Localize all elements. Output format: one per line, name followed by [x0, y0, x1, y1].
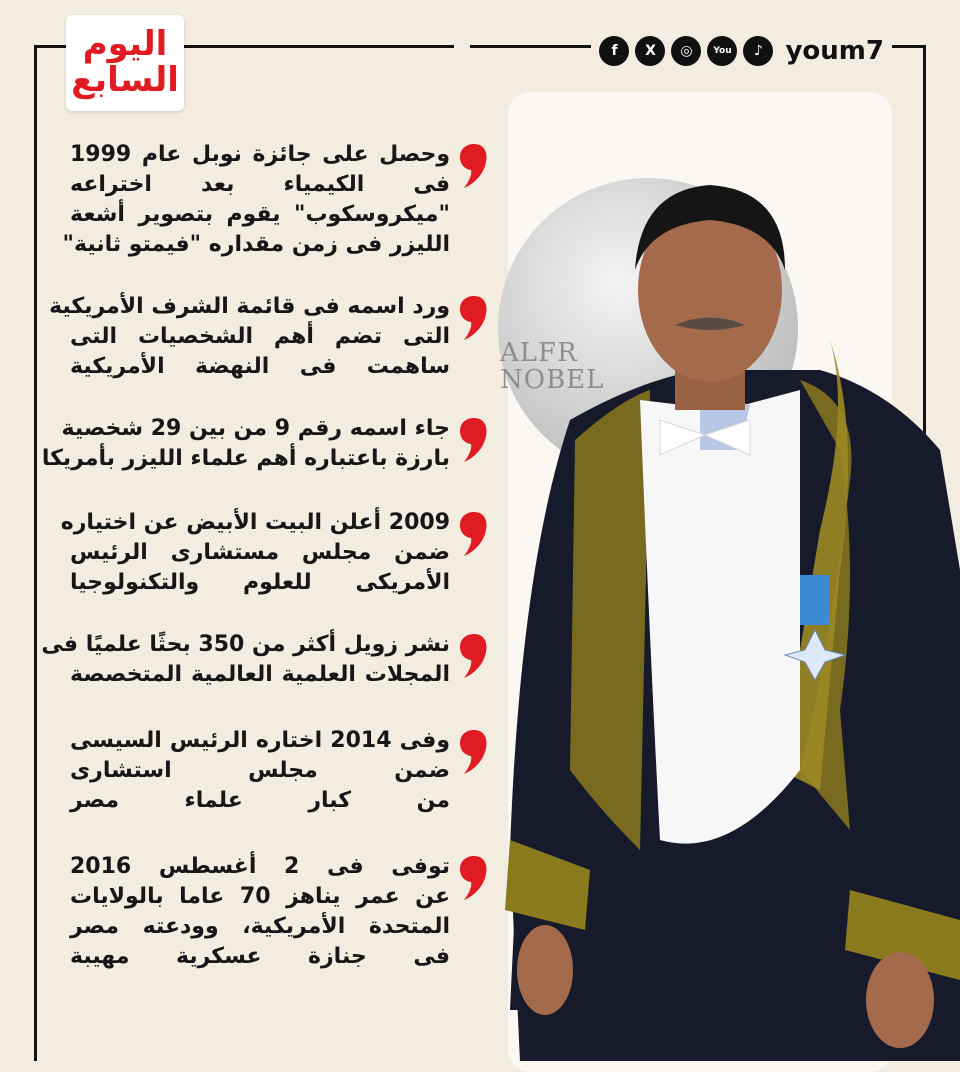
fact-item	[70, 852, 490, 972]
fact-line: فى جنازة عسكرية مهيبة	[70, 944, 450, 969]
frame-left-line	[34, 45, 37, 1061]
embroidery-left	[570, 390, 650, 850]
red-comma-icon	[458, 414, 490, 466]
fact-line: بارزة باعتباره أهم علماء الليزر بأمريكا	[41, 446, 450, 471]
fact-text	[70, 852, 450, 972]
facebook-icon[interactable]: f	[599, 36, 629, 66]
x-icon[interactable]: X	[635, 36, 665, 66]
fact-line: وفى 2014 اختاره الرئيس السيسى	[70, 728, 450, 753]
fact-item	[41, 630, 490, 690]
fact-line: 2009 أعلن البيت الأبيض عن اختياره	[60, 510, 450, 535]
white-vest	[640, 390, 800, 844]
fact-text	[70, 726, 450, 816]
fact-line: توفى فى 2 أغسطس 2016	[70, 854, 450, 879]
logo-line-1: اليوم	[82, 24, 168, 65]
fact-line: وحصل على جائزة نوبل عام 1999	[70, 142, 450, 167]
fact-item	[62, 140, 490, 260]
red-comma-icon	[458, 292, 490, 344]
fact-line: "ميكروسكوب" يقوم بتصوير أشعة	[70, 202, 450, 227]
portrait-image	[500, 150, 960, 1061]
fact-line: ساهمت فى النهضة الأمريكية	[70, 354, 450, 379]
youm7-logo[interactable]	[66, 15, 184, 111]
fact-item	[60, 508, 490, 598]
fact-text	[41, 414, 450, 474]
instagram-icon[interactable]: ◎	[671, 36, 701, 66]
fact-line: من كبار علماء مصر	[70, 788, 450, 813]
fact-line: ضمن مجلس استشارى	[70, 758, 450, 783]
fact-line: المتحدة الأمريكية، وودعته مصر	[70, 914, 450, 939]
fact-line: الأمريكى للعلوم والتكنولوجيا	[70, 570, 450, 595]
fact-line: نشر زويل أكثر من 350 بحثًا علميًا فى	[41, 632, 450, 657]
red-comma-icon	[458, 726, 490, 778]
brand-name[interactable]: youm7	[785, 36, 884, 66]
youtube-icon[interactable]: You	[707, 36, 737, 66]
fact-line: التى تضم أهم الشخصيات التى	[70, 324, 450, 349]
fact-line: الليزر فى زمن مقداره "فيمتو ثانية"	[62, 232, 450, 257]
fact-text	[41, 630, 450, 690]
tiktok-icon[interactable]: ♪	[743, 36, 773, 66]
medal-ribbon	[800, 575, 830, 625]
fact-text	[60, 508, 450, 598]
fact-line: ورد اسمه فى قائمة الشرف الأمريكية	[49, 294, 450, 319]
red-comma-icon	[458, 852, 490, 904]
fact-text	[62, 140, 450, 260]
fact-item	[41, 414, 490, 474]
medal-text-line-1: ALFR	[500, 338, 578, 368]
red-comma-icon	[458, 630, 490, 682]
logo-line-2: السابع	[71, 60, 179, 100]
fact-line: عن عمر يناهز 70 عاما بالولايات	[70, 884, 451, 909]
fact-line: جاء اسمه رقم 9 من بين 29 شخصية	[61, 416, 450, 441]
left-hand	[517, 925, 573, 1015]
red-comma-icon	[458, 140, 490, 192]
fact-line: المجلات العلمية العالمية المتخصصة	[70, 662, 450, 687]
medal-text-line-2: NOBEL	[500, 365, 605, 396]
fact-item	[70, 726, 490, 816]
fact-item	[49, 292, 490, 382]
fact-line: ضمن مجلس مستشارى الرئيس	[70, 540, 450, 565]
social-bar	[591, 30, 892, 72]
fact-text	[49, 292, 450, 382]
red-comma-icon	[458, 508, 490, 560]
fact-line: فى الكيمياء بعد اختراعه	[70, 172, 450, 197]
right-hand	[866, 952, 934, 1048]
